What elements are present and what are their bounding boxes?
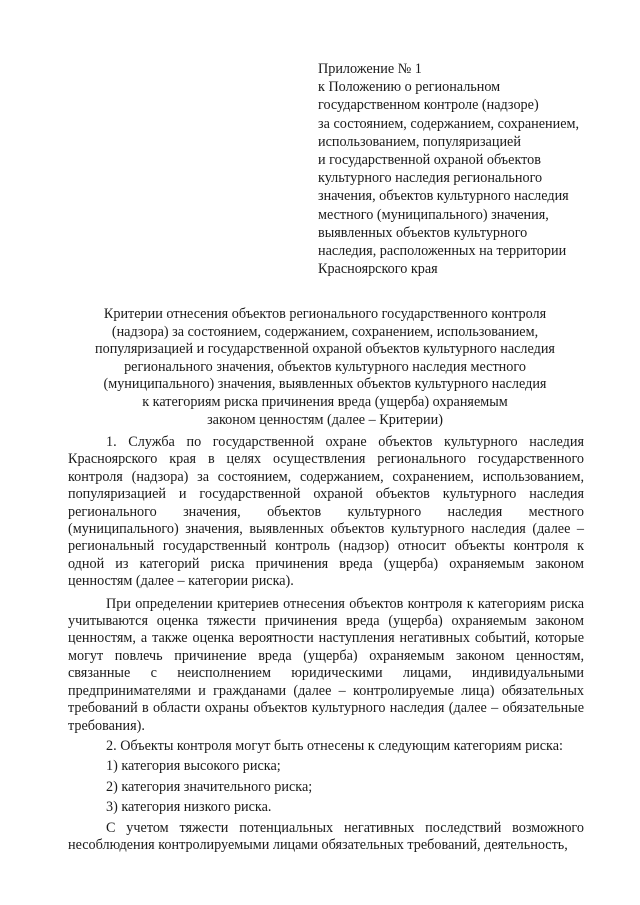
title-line: популяризацией и государственной охраной объектов культурного наследия (95, 341, 555, 358)
list-item: 1) категория высокого риска; (106, 758, 281, 775)
annex-line: культурного наследия регионального (318, 170, 543, 187)
paragraph-2: При определении критериев отнесения объектов контроля к категориям риска учитываются оценка тяжести причинения вреда (ущерба) охраняемым законом ценностям, а также оценка вероятности наступления негативных событий, которые могут повлечь причинение вреда (ущерба) охраняемым законом ценностям, связанные с неисполнением юридическими лицами, индивидуальными предпринимателями и гражданами (далее – контролируемые лица) обязательных требований в области охраны объектов культурного наследия (далее – обязательные требования). (68, 595, 584, 734)
annex-line: к Положению о региональном (318, 79, 501, 96)
annex-line: использованием, популяризацией (318, 133, 521, 150)
annex-line: значения, объектов культурного наследия (318, 188, 569, 205)
title-line: (муниципального) значения, выявленных объектов культурного наследия (103, 376, 547, 393)
annex-line: наследия, расположенных на территории (318, 243, 567, 260)
title-line: к категориям риска причинения вреда (ущерба) охраняемым (142, 393, 508, 410)
annex-line: местного (муниципального) значения, (318, 206, 549, 223)
title-line: (надзора) за состоянием, содержанием, сохранением, использованием, (111, 323, 539, 340)
paragraph-4: С учетом тяжести потенциальных негативных последствий возможного несоблюдения контролируемыми лицами обязательных требований, деятельность, (68, 819, 584, 853)
title-line: законом ценностям (далее – Критерии) (207, 411, 443, 428)
annex-block (318, 60, 618, 278)
annex-line: государственном контроле (надзоре) (318, 97, 539, 114)
paragraph-3: 2. Объекты контроля могут быть отнесены к следующим категориям риска: (106, 737, 563, 754)
annex-line: и государственной охраной объектов (318, 152, 541, 169)
document-title (60, 306, 590, 429)
list-item: 3) категория низкого риска. (106, 799, 272, 816)
annex-line: выявленных объектов культурного (318, 224, 528, 241)
list-item: 2) категория значительного риска; (106, 778, 313, 795)
title-line: Критерии отнесения объектов регионального государственного контроля (103, 306, 547, 322)
annex-heading: Приложение № 1 (318, 61, 422, 77)
annex-line: за состоянием, содержанием, сохранением, (318, 115, 580, 132)
title-line: регионального значения, объектов культурного наследия местного (124, 358, 526, 375)
document-body (68, 434, 584, 854)
paragraph-1: 1. Служба по государственной охране объектов культурного наследия Красноярского края в целях осуществления регионального государственного контроля (надзора) за состоянием, содержанием, сохранением, использованием, популяризацией и государственной охраной объектов культурного наследия регионального значения, объектов культурного наследия местного (муниципального) значения, выявленных объектов культурного наследия (далее – региональный государственный контроль (надзор) относит объекты контроля к одной из категорий риска причинения вреда (ущерба) охраняемым законом ценностям (далее – категории риска). (68, 434, 584, 590)
annex-line: Красноярского края (318, 261, 438, 278)
